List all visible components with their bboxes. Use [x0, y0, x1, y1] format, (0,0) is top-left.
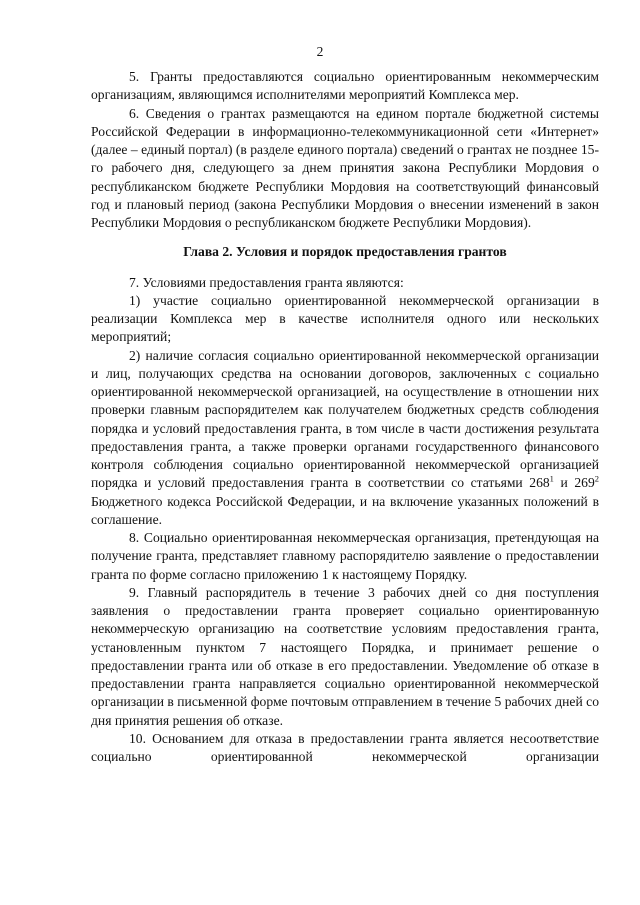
paragraph-6: 6. Сведения о грантах размещаются на едином портале бюджетной системы Российской Федерации в информационно-телекоммуникационной сети «Интернет» (далее – единый портал) (в разделе единого портала) сведений о грантах не позднее 15-го рабочего дня, следующего за днем принятия закона Республики Мордовия о республиканском бюджете Республики Мордовия на соответствующий финансовый год и плановый период (закона Республики Мордовия о внесении изменений в закон Республики Мордовия о республиканском бюджете Республики Мордовия).	[91, 105, 599, 230]
paragraph-9: 9. Главный распорядитель в течение 3 рабочих дней со дня поступления заявления о предоставлении гранта проверяет социально ориентированную некоммерческую организацию на соответствие условиям предоставления гранта, установленным пунктом 7 настоящего Порядка, и принимает решение о предоставлении гранта или об отказе в его предоставлении. Уведомление об отказе в предоставлении гранта направляется социально ориентированной некоммерческой организации в письменной форме почтовым отправлением в течение 5 рабочих дней со дня принятия решения об отказе.	[91, 584, 599, 728]
paragraph-10: 10. Основанием для отказа в предоставлении гранта является несоответствие социально ориентированной некоммерческой организации	[91, 730, 599, 764]
chapter-heading: Глава 2. Условия и порядок предоставления грантов	[183, 244, 507, 260]
paragraph-7-intro: 7. Условиями предоставления гранта являются:	[129, 274, 404, 290]
article-268: 268	[529, 475, 550, 491]
item-2-text: 2) наличие согласия социально ориентированной некоммерческой организации и лиц, получающих средства на основании договоров, заключенных с социально ориентированной некоммерческой организацией, на осуществление в отношении них проверки главным распорядителем как получателем бюджетных средств соблюдения порядка и условий предоставления гранта, в том числе в части достижения результата предоставления гранта, а также проверки органами государственного финансового контроля соблюдения социально ориентированной некоммерческой организацией порядка и условий предоставления гранта в соответствии со статьями	[91, 347, 599, 491]
paragraph-7-item-2	[91, 347, 599, 530]
document-body	[91, 68, 599, 766]
paragraph-8: 8. Социально ориентированная некоммерческая организация, претендующая на получение гранта, представляет главному распорядителю заявление о предоставлении гранта по форме согласно приложению 1 к настоящему Порядку.	[91, 530, 599, 582]
article-269: 269	[574, 475, 595, 491]
article-268-superscript: 1	[549, 473, 554, 484]
page-number: 2	[316, 44, 324, 59]
paragraph-7-item-1: 1) участие социально ориентированной некоммерческой организации в реализации Комплекса мер в качестве исполнителя одного или нескольких мероприятий;	[91, 292, 599, 345]
item-2-conjunction: и	[553, 475, 575, 491]
article-269-superscript: 2	[594, 473, 599, 484]
paragraph-5: 5. Гранты предоставляются социально ориентированным некоммерческим организациям, являющимся исполнителями мероприятий Комплекса мер.	[91, 69, 599, 103]
item-2-text-end: Бюджетного кодекса Российской Федерации, и на включение указанных положений в соглашение.	[91, 493, 599, 527]
